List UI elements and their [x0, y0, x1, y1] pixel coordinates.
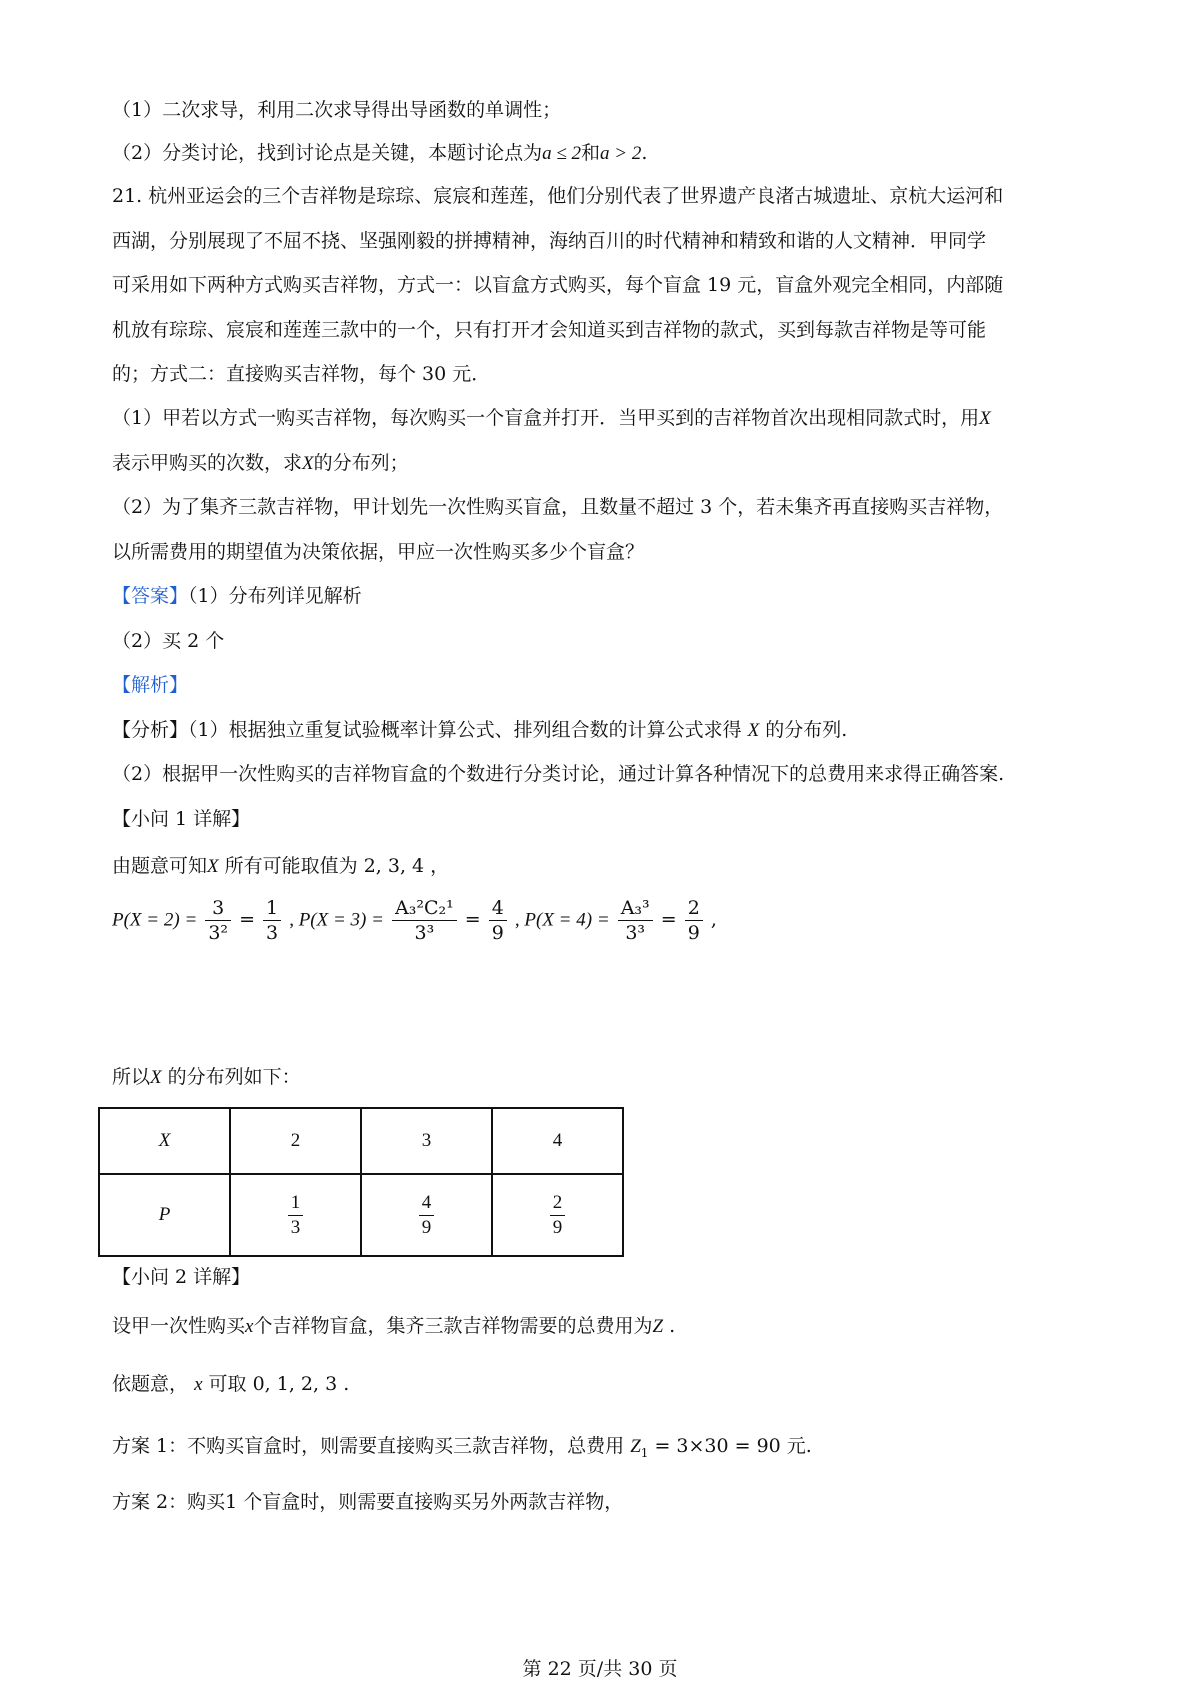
- fraction: $\frac{2}{9}$: [550, 1191, 566, 1240]
- part-1-line-1: （1）甲若以方式一购买吉祥物，每次购买一个盲盒并打开．当甲买到的吉祥物首次出现相同款式时，用X: [112, 407, 991, 429]
- table-cell: 4: [492, 1108, 623, 1174]
- domain-line: 依题意， x 可取 0, 1, 2, 3 .: [112, 1373, 350, 1395]
- table-cell: X: [99, 1108, 230, 1174]
- table-row: [99, 1108, 623, 1174]
- table-cell: [230, 1174, 361, 1256]
- hint-line-1: （1）二次求导，利用二次求导得出导函数的单调性；: [112, 99, 562, 121]
- question-line: 西湖，分别展现了不屈不挠、坚强刚毅的拼搏精神，海纳百川的时代精神和精致和谐的人文精神．甲同学: [112, 230, 987, 252]
- hint-line-2: （2）分类讨论，找到讨论点是关键，本题讨论点为a ≤ 2和a > 2.: [112, 142, 648, 164]
- sub-question-2-heading: 【小问 2 详解】: [112, 1266, 251, 1288]
- fraction: $\frac{\text{A₃²C₂¹}}{\text{3³}}$: [392, 896, 457, 945]
- question-line: 可采用如下两种方式购买吉祥物，方式一：以盲盒方式购买，每个盲盒 19 元，盲盒外观完全相同，内部随: [112, 274, 1004, 296]
- fraction: $\frac{2}{9}$: [685, 896, 703, 945]
- distribution-table: [98, 1107, 624, 1257]
- answer-line-2: （2）买 2 个: [112, 630, 225, 652]
- fraction: $\frac{3}{\text{3²}}$: [205, 896, 231, 945]
- table-cell: [492, 1174, 623, 1256]
- sub-question-1-heading: 【小问 1 详解】: [112, 808, 251, 830]
- values-line: 由题意可知X 所有可能取值为 2, 3, 4 ，: [112, 855, 450, 877]
- fraction: $\frac{4}{9}$: [489, 896, 507, 945]
- analysis-line-2: （2）根据甲一次性购买的吉祥物盲盒的个数进行分类讨论，通过计算各种情况下的总费用来求得正确答案.: [112, 763, 1005, 785]
- table-cell: [361, 1174, 492, 1256]
- part-2-line-1: （2）为了集齐三款吉祥物，甲计划先一次性购买盲盒，且数量不超过 3 个，若未集齐再直接购买吉祥物，: [112, 496, 1004, 518]
- setup-line: 设甲一次性购买x个吉祥物盲盒，集齐三款吉祥物需要的总费用为Z .: [112, 1315, 676, 1337]
- question-line: 的；方式二：直接购买吉祥物，每个 30 元．: [112, 363, 491, 385]
- fraction: $\frac{1}{3}$: [288, 1191, 304, 1240]
- table-cell: 2: [230, 1108, 361, 1174]
- plan-1-line: 方案 1：不购买盲盒时，则需要直接购买三款吉祥物，总费用 $Z_1 = 3\times 30 = 90$ 元.: [112, 1435, 812, 1460]
- table-cell: 3: [361, 1108, 492, 1174]
- distribution-intro: 所以X 的分布列如下：: [112, 1066, 301, 1088]
- table-cell: P: [99, 1174, 230, 1256]
- part-1-line-2: 表示甲购买的次数，求X的分布列；: [112, 452, 409, 474]
- probability-formula: P(X = 2) = $\frac{3}{\text{3²}}$ = $\frac{1}{3}$ , P(X = 3) = $\frac{\text{A₃²C₂¹}}{\text{3³}}$ = $\frac{4}{9}$ , P(X = 4) = $\frac{\text{A₃³}}{\text{3³}}$ = $\frac{2}{9}$ ,: [112, 897, 717, 944]
- answer-tag: 【答案】: [112, 585, 189, 607]
- fraction: $\frac{4}{9}$: [419, 1191, 435, 1240]
- part-2-line-2: 以所需费用的期望值为决策依据，甲应一次性购买多少个盲盒？: [112, 541, 645, 563]
- fraction: $\frac{\text{A₃³}}{\text{3³}}$: [618, 896, 653, 945]
- answer-line-1: 【答案】（1）分布列详见解析: [112, 585, 362, 607]
- question-line: 机放有琮琮、宸宸和莲莲三款中的一个，只有打开才会知道买到吉祥物的款式，买到每款吉祥物是等可能: [112, 319, 987, 341]
- table-row: [99, 1174, 623, 1256]
- question-line: 21. 杭州亚运会的三个吉祥物是琮琮、宸宸和莲莲，他们分别代表了世界遗产良渚古城遗址、京杭大运河和: [112, 185, 1004, 207]
- page-number-footer: 第 22 页/共 30 页: [522, 1658, 678, 1680]
- analysis-line-1: 【分析】（1）根据独立重复试验概率计算公式、排列组合数的计算公式求得 X 的分布列.: [112, 719, 848, 741]
- fraction: $\frac{1}{3}$: [263, 896, 281, 945]
- plan-2-line: 方案 2：购买1 个盲盒时，则需要直接购买另外两款吉祥物，: [112, 1491, 624, 1513]
- analysis-tag: 【解析】: [112, 674, 189, 696]
